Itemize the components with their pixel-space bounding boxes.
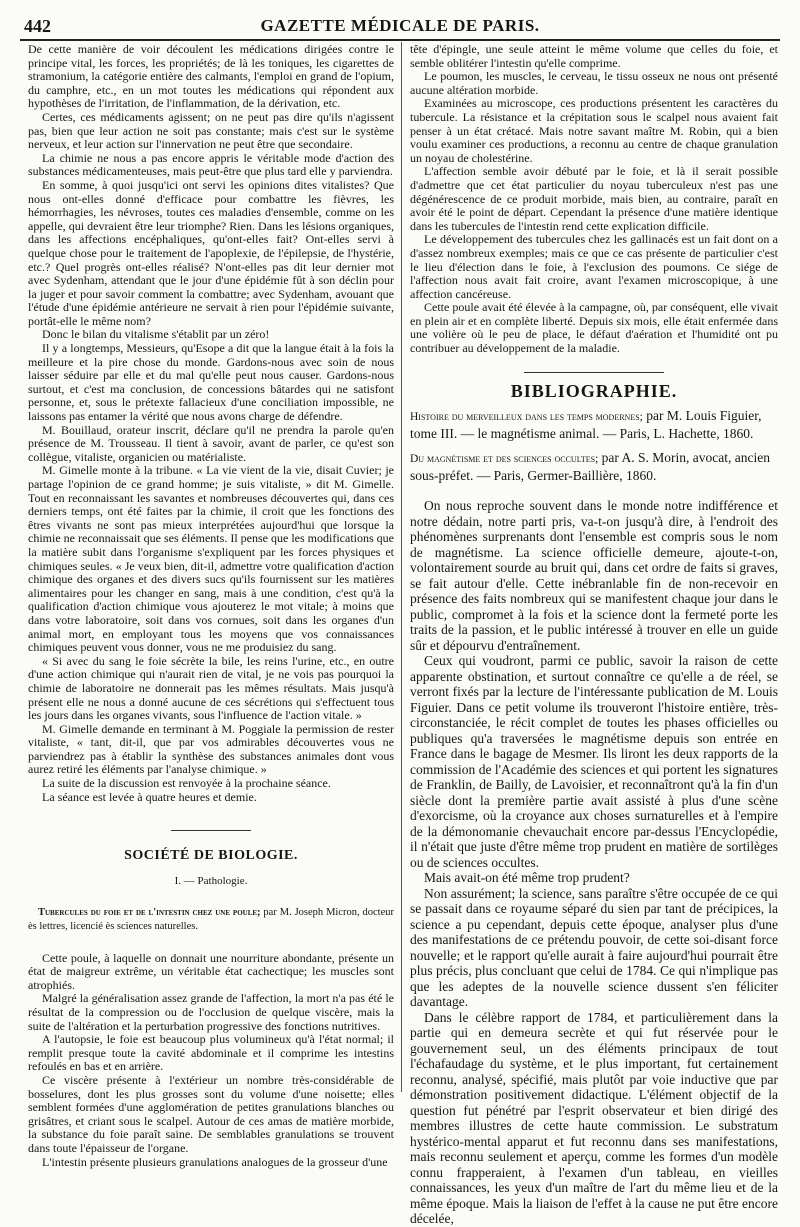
paragraph: Le développement des tubercules chez les gallinacés est un fait dont on a d'assez nombreux exemples; mais ce que ce cas présente de particulier c'est le lieu d'élection dans le foie, à l'exclusion des poumons. Ce siége de l'affection nous avait fait croire, avant l'examen microscopique, à une affection cancéreuse.	[410, 232, 778, 301]
paragraph: On nous reproche souvent dans le monde notre indifférence et notre dédain, notre parti pris, va-t-on jusqu'à dire, à l'endroit des phénomènes surprenants dont l'ensemble est compris sous le nom de magnétisme. La science officielle demeure, ajoute-t-on, volontairement sourde au bruit qui, dans cet ordre de faits si graves, se fait autour d'elle. Cette inébranlable fin de non-recevoir en présence des faits nombreux qui se manifestent chaque jour dans le public, compromet à la fois et la science dont la fermeté porte les traits de la passion, et le public intéressé à trouver en elle un guide sûr et dépourvu d'entraînement.	[410, 498, 778, 653]
paragraph: M. Bouillaud, orateur inscrit, déclare qu'il ne prendra la parole qu'en présence de M. Trousseau. Il tient à savoir, avant de parler, ce qu'est son collègue, vitaliste, organicien ou matérialiste.	[28, 422, 394, 464]
entry-details: par M. Louis Figuier, tome III. — le magnétisme animal. — Paris, L. Hachette, 1860.	[410, 408, 762, 441]
bibliography-title: BIBLIOGRAPHIE.	[510, 380, 678, 401]
paper-title-caps: Tubercules du foie et de l'intestin chez une poule;	[38, 907, 261, 919]
entry-details: par A. S. Morin, avocat, ancien sous-préfet. — Paris, Germer-Baillière, 1860.	[410, 450, 770, 483]
paragraph: tête d'épingle, une seule atteint le même volume que celles du foie, et semble oblitérer l'intestin qu'elle comprime.	[410, 42, 778, 70]
review-body	[410, 498, 778, 1227]
paragraph: La suite de la discussion est renvoyée à la prochaine séance.	[42, 776, 331, 791]
paragraph: En somme, à quoi jusqu'ici ont servi les opinions dites vitalistes? Que nous ont-elles donné d'efficace pour combattre les fièvres, les hémorrhagies, les névroses, toutes ces maladies d'ensemble, comme on les appelle, qui devraient être leur triomphe? Rien. Dans les lésions organiques, dans les affections encéphaliques, qu'ont-elles fait? Ont-elles servi à quelque chose pour le traitement de l'apoplexie, de l'épilepsie, de l'hystérie, etc.? Quel progrès ont-elles réalisé? N'ont-elles pas dit leur dernier mot avec Sydenham, attendant que le jour d'une épidémie fût à son déclin pour la juger et pour savoir comment la combattre; avec Sydenham, avouant que l'étude d'une épidémie antérieure ne servait à rien pour l'épidémie suivante, portât-elle le même nom?	[28, 177, 394, 328]
paragraph: Cette poule avait été élevée à la campagne, où, par conséquent, elle vivait en plein air et en complète liberté. Depuis six mois, elle était enfermée dans une volière où le peu de place, le défaut d'aération et l'humidité ont pu contribuer au développement de la maladie.	[410, 300, 778, 356]
paragraph: Dans le célèbre rapport de 1784, et particulièrement dans la partie qui en demeura secrète et qui fut réservée pour le gouvernement seul, un des éléments principaux de tout l'échafaudage du système, et le plus important, fut certainement reconnu, analysé, spécifié, mais plutôt par voie inductive que par démonstration positivement didactique. L'élément objectif de la question fut pénétré par l'esprit observateur et bien dirigé des membres illustres de cette haute commission. Le substratum hystérico-mental apparut et fut reconnu dans ses manifestations, mais reconnu seulement et aperçu, comme les formes d'un modèle connu frapperaient, à l'examen d'un tableau, en vieilles connaissances, les yeux d'un maître de l'art du même lieu et de la même époque. Mais la liaison de l'effet à la cause ne put être encore décelée,	[410, 1009, 778, 1227]
paragraph: « Si avec du sang le foie sécrète la bile, les reins l'urine, etc., en outre d'une action chimique qui n'aurait rien de vital, je ne vois pas pourquoi la chimie de laboratoire ne donnerait pas les mêmes résultats. Mais jusqu'à présent elle ne nous a donné aucune de ces sécrétions qui s'effectuent tous les jours dans les organes vivants, sous l'influence de l'action vitale. »	[28, 653, 394, 723]
paragraph: A l'autopsie, le foie est beaucoup plus volumineux qu'à l'état normal; il remplit presque toute la cavité abdominale et il comprime les intestins refoulés en bas et en arrière.	[28, 1032, 394, 1074]
paragraph: Le poumon, les muscles, le cerveau, le tissu osseux ne nous ont présenté aucune altération morbide.	[410, 69, 778, 97]
bibliography-entry	[410, 450, 778, 484]
paragraph: Ce viscère présente à l'extérieur un nombre très-considérable de bosselures, dont les plus grosses sont du volume d'une noisette; elles semblent formées d'une agglomération de petites granulations blanches ou grisâtres, et criant sous le scalpel. Autour de ces amas de matière morbide, la substance du foie paraît saine. De semblables granulations se trouvent dans toute l'épaisseur de l'organe.	[28, 1072, 394, 1155]
paper-title	[28, 906, 394, 933]
entry-title: Histoire du merveilleux dans les temps modernes;	[410, 411, 643, 424]
paragraph: Certes, ces médicaments agissent; on ne peut pas dire qu'ils n'agissent pas, bien que leur action ne soit pas constante; mais c'est sur le système nerveux, et leur action sur l'innervation ne peut être que secondaire.	[28, 109, 394, 152]
paragraph: M. Gimelle monte à la tribune. « La vie vient de la vie, disait Cuvier; je partage l'opinion de ce grand homme; je suis vitaliste, » dit M. Gimelle. Tout en reconnaissant les savantes et nombreuses découvertes qui, dans ces derniers temps, ont été faites par la chimie, il croit que les fonctions des êtres vivants ne sont pas mieux interprétées aujourd'hui que lorsque la chimie ne reconnaissait que ses éléments. Il pense que les modifications que la matière subit dans l'organisme s'expliquent par les forces physiques et chimiques seules. « Je veux bien, dit-il, admettre votre qualification d'action chimique des organes et des divers sucs qu'ils fournissent sur les matières alimentaires pour les changer en sang, mais à une condition, c'est qu'à la qualification d'action chimique vous ajouterez le mot vitale; à moins que dans votre laboratoire, soit dans vos cornues, soit dans les organes d'un animal mort, en employant tous les moyens que vos connaissances chimiques peuvent vous donner, vous ne me produisiez du sang.	[28, 463, 394, 655]
paragraph: Cette poule, à laquelle on donnait une nourriture abondante, présente un état de maigreur extrême, un véritable état cachectique; les muscles sont atrophiés.	[28, 950, 394, 992]
journal-title: GAZETTE MÉDICALE DE PARIS.	[260, 16, 540, 35]
paragraph: La séance est levée à quatre heures et demie.	[42, 789, 257, 804]
entry-title: Du magnétisme et des sciences occultes;	[410, 453, 599, 466]
section-divider	[171, 830, 251, 831]
paragraph: L'intestin présente plusieurs granulations analogues de la grosseur d'une	[42, 1154, 388, 1169]
paragraph: De cette manière de voir découlent les médications dirigées contre le principe vital, les forces, les propriétés; de là les toniques, les cigarettes de stramonium, la catégorie entière des calmants, l'emploi en grand de l'opium, du camphre, etc., en un mot toutes les médications qui répondent aux hypothèses de l'irritation, de l'inflammation, de la dérivation, etc.	[28, 42, 394, 111]
paragraph: La chimie ne nous a pas encore appris le véritable mode d'action des substances médicamenteuses, mais peut-être que plus tard elle y parviendra.	[28, 150, 394, 179]
column-divider	[401, 42, 402, 1092]
paragraph: Examinées au microscope, ces productions présentent les caractères du tubercule. La résistance et la crépitation sous le scalpel nous avaient fait penser à un état crétacé. Mais notre savant maître M. Robin, qui a bien voulu examiner ces productions, a reconnu au centre de chaque granulation un noyau de cholestérine.	[410, 96, 778, 165]
subsection-title: I. — Pathologie.	[174, 874, 248, 887]
paragraph: Donc le bilan du vitalisme s'établit par un zéro!	[42, 327, 270, 342]
society-title: SOCIÉTÉ DE BIOLOGIE.	[124, 848, 298, 864]
paragraph: Il y a longtemps, Messieurs, qu'Esope a dit que la langue était à la fois la meilleure et la pire chose du monde. Gardons-nous avec soin de nous laisser séduire par elle et du mal qu'elle peut nous causer. Gardons-nous surtout, et c'est ma conclusion, de concessions bâtardes qui ne satisfont personne, et, sous le prétexte fallacieux d'une conciliation impossible, ne laissons pas entamer la vérité que nous avons charge de défendre.	[28, 341, 394, 424]
paragraph: Malgré la généralisation assez grande de l'affection, la mort n'a pas été le résultat de la compression ou de l'occlusion de quelque viscère, mais la suite de l'altération et la perturbation progressive des fonctions nutritives.	[28, 991, 394, 1033]
paragraph: Non assurément; la science, sans paraître s'être occupée de ce qui se passait dans ce royaume séparé du sien par tant de précipices, la science a pu cependant, depuis cette époque, analyser plus d'une des manifestations de ce prétendu pouvoir, de cette soi-disant force nouvelle; et le rapport qu'elle aurait à faire aujourd'hui pourrait être plus précis, plus concluant que celui de 1784. Ce qui n'implique pas que les adeptes de la nouvelle science dussent s'en féliciter davantage.	[410, 885, 778, 1010]
right-column	[410, 42, 778, 1227]
page-number: 442	[24, 16, 51, 36]
section-divider	[524, 372, 664, 373]
paragraph: Ceux qui voudront, parmi ce public, savoir la raison de cette apparente obstination, et surtout connaître ce qu'elle a de réel, se verront fixés par la lecture de l'intéressante publication de M. Louis Figuier. Dans ce petit volume ils trouveront l'histoire entière, très-circonstanciée, le récit complet de toutes les phases officielles ou publiques qu'a traversées le magnétisme depuis son entrée en France dans le bagage de Mesmer. Ils liront les deux rapports de la commission de l'Académie des sciences et qui portent les signatures de Franklin, de Bailly, de Lavoisier, et reconnaîtront qu'à la fin d'un siècle dont la première partie avait assisté à plus d'une scène d'exorcisme, où la croyance aux choses surnaturelles et à l'empire de la démonomanie chevauchait encore par-dessus l'Encyclopédie, il n'était que juste d'être même trop prudent en matière de sortilèges ou de sciences occultes.	[410, 653, 778, 870]
paragraph: L'affection semble avoir débuté par le foie, et là il serait possible d'admettre que cet état particulier du noyau tuberculeux n'est pas une dégénérescence de ce produit morbide, mais bien, au contraire, paraît en avoir été le point de départ. Cependant la présence d'une matière identique dans les tubercules de l'intestin rend cette explication difficile.	[410, 164, 778, 233]
page-header	[20, 14, 780, 36]
left-column	[28, 42, 394, 1169]
bibliography-entry	[410, 408, 778, 442]
paragraph: M. Gimelle demande en terminant à M. Poggiale la permission de rester vitaliste, « tant, dit-il, que par vos admirables découvertes vous ne parviendrez pas à établir la synthèse des substances animales dont vous aurez retiré les éléments par l'analyse chimique. »	[28, 721, 394, 777]
header-rule	[20, 39, 780, 41]
paragraph: Mais avait-on été même trop prudent?	[424, 870, 630, 886]
paper-title-author: par M. Joseph Micron, docteur ès lettres, licencié ès sciences naturelles.	[28, 907, 394, 933]
